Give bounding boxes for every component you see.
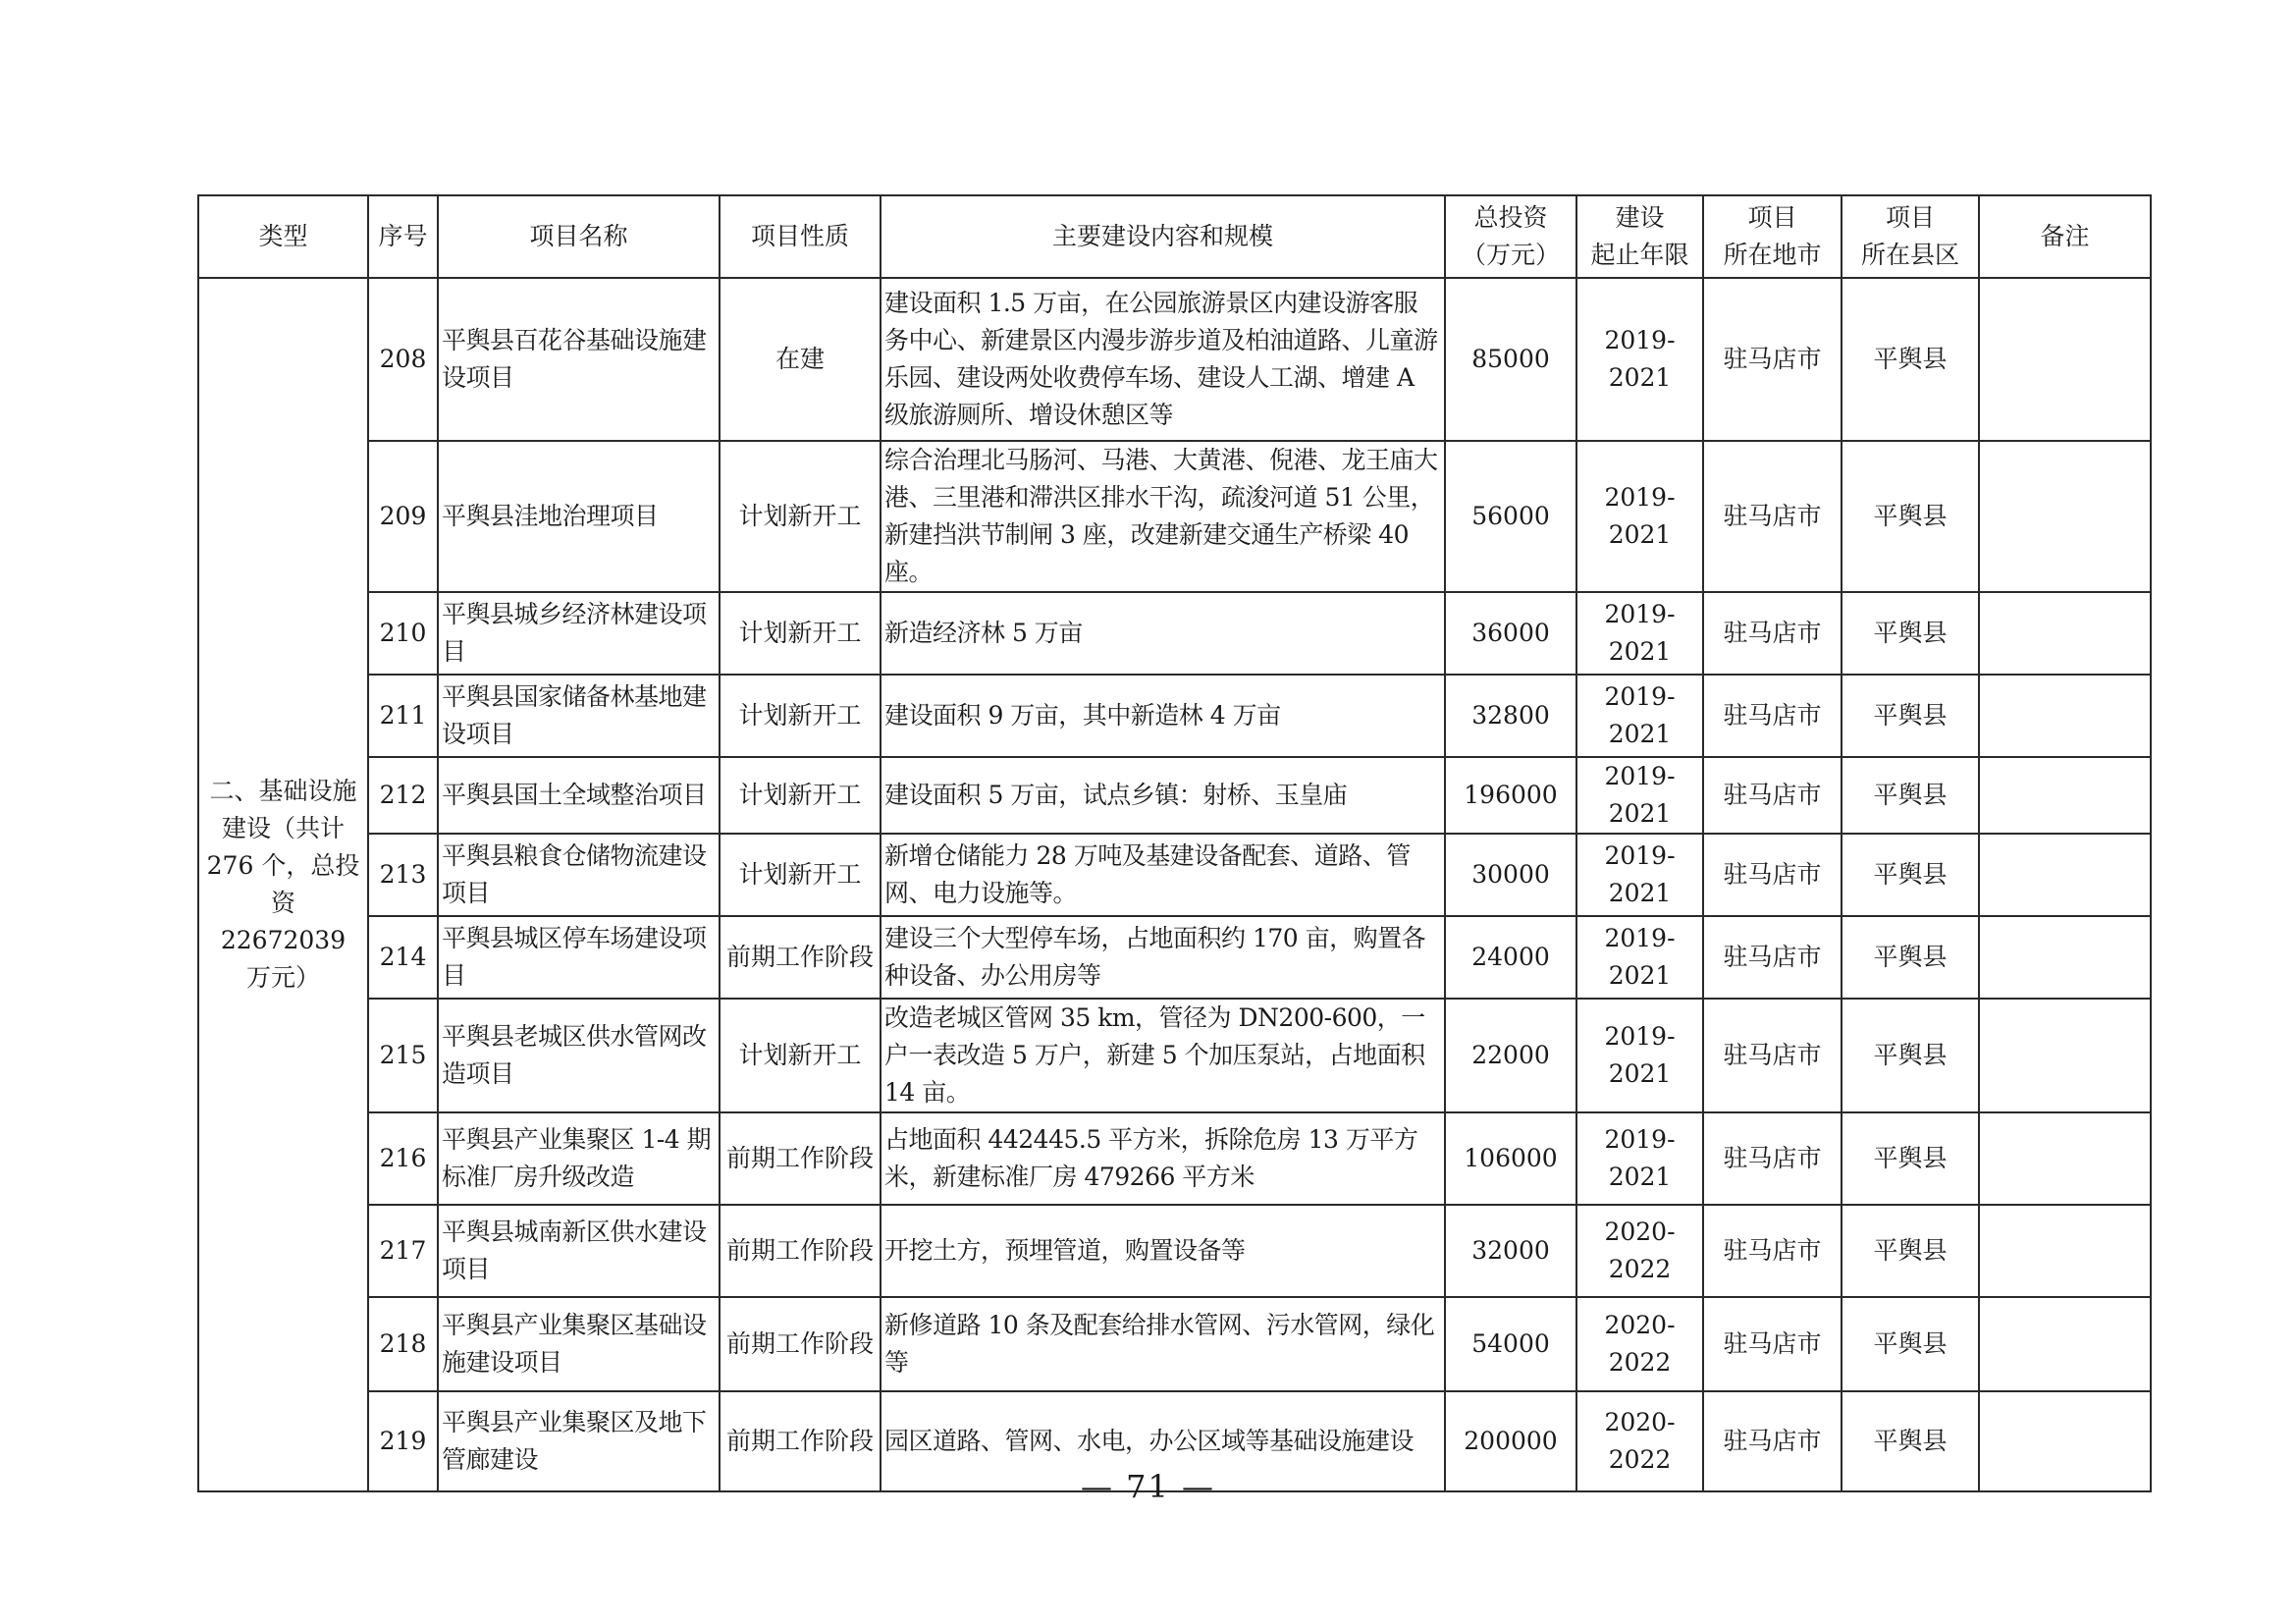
construction-period: 2019-2021 bbox=[1576, 592, 1703, 675]
header-row bbox=[198, 195, 2151, 278]
project-county: 平舆县 bbox=[1842, 278, 1979, 441]
total-investment: 54000 bbox=[1445, 1297, 1576, 1391]
table-row bbox=[198, 916, 2151, 999]
project-nature: 在建 bbox=[720, 278, 881, 441]
row-number: 215 bbox=[368, 999, 438, 1112]
total-investment: 106000 bbox=[1445, 1112, 1576, 1205]
project-nature: 前期工作阶段 bbox=[720, 1297, 881, 1391]
construction-period: 2019-2021 bbox=[1576, 999, 1703, 1112]
project-city: 驻马店市 bbox=[1703, 916, 1842, 999]
header-type: 类型 bbox=[198, 195, 368, 278]
remark bbox=[1979, 675, 2151, 757]
header-period bbox=[1576, 195, 1703, 278]
header-city bbox=[1703, 195, 1842, 278]
total-investment: 200000 bbox=[1445, 1391, 1576, 1491]
project-content: 占地面积 442445.5 平方米，拆除危房 13 万平方米，新建标准厂房 479266 平方米 bbox=[881, 1112, 1445, 1205]
total-investment: 24000 bbox=[1445, 916, 1576, 999]
row-number: 209 bbox=[368, 441, 438, 592]
page-number: — 71 — bbox=[1080, 1468, 1216, 1505]
project-city: 驻马店市 bbox=[1703, 675, 1842, 757]
table-row bbox=[198, 1205, 2151, 1297]
construction-period: 2020-2022 bbox=[1576, 1297, 1703, 1391]
table-row bbox=[198, 1112, 2151, 1205]
project-nature: 计划新开工 bbox=[720, 834, 881, 916]
category-cell bbox=[198, 278, 368, 1491]
category-line: 二、基础设施 bbox=[209, 777, 357, 805]
construction-period: 2020-2022 bbox=[1576, 1391, 1703, 1491]
project-city: 驻马店市 bbox=[1703, 1112, 1842, 1205]
header-county bbox=[1842, 195, 1979, 278]
total-investment: 22000 bbox=[1445, 999, 1576, 1112]
project-county: 平舆县 bbox=[1842, 675, 1979, 757]
project-county: 平舆县 bbox=[1842, 1391, 1979, 1491]
row-number: 210 bbox=[368, 592, 438, 675]
remark bbox=[1979, 916, 2151, 999]
construction-period: 2019-2021 bbox=[1576, 675, 1703, 757]
remark bbox=[1979, 1112, 2151, 1205]
project-city: 驻马店市 bbox=[1703, 999, 1842, 1112]
project-name: 平舆县产业集聚区 1-4 期标准厂房升级改造 bbox=[438, 1112, 720, 1205]
total-investment: 56000 bbox=[1445, 441, 1576, 592]
header-investment-line2: （万元） bbox=[1461, 241, 1560, 269]
project-table-container bbox=[197, 194, 2150, 1492]
project-county: 平舆县 bbox=[1842, 441, 1979, 592]
project-city: 驻马店市 bbox=[1703, 1205, 1842, 1297]
table-header bbox=[198, 195, 2151, 278]
row-number: 217 bbox=[368, 1205, 438, 1297]
construction-period: 2019-2021 bbox=[1576, 916, 1703, 999]
project-nature: 前期工作阶段 bbox=[720, 1112, 881, 1205]
project-nature: 计划新开工 bbox=[720, 441, 881, 592]
project-name: 平舆县洼地治理项目 bbox=[438, 441, 720, 592]
remark bbox=[1979, 1297, 2151, 1391]
project-county: 平舆县 bbox=[1842, 916, 1979, 999]
project-content: 新修道路 10 条及配套给排水管网、污水管网，绿化等 bbox=[881, 1297, 1445, 1391]
header-county-line2: 所在县区 bbox=[1860, 241, 1959, 269]
project-name: 平舆县老城区供水管网改造项目 bbox=[438, 999, 720, 1112]
total-investment: 196000 bbox=[1445, 757, 1576, 834]
project-name: 平舆县城南新区供水建设项目 bbox=[438, 1205, 720, 1297]
header-investment bbox=[1445, 195, 1576, 278]
remark bbox=[1979, 441, 2151, 592]
project-content: 建设面积 9 万亩，其中新造林 4 万亩 bbox=[881, 675, 1445, 757]
project-county: 平舆县 bbox=[1842, 834, 1979, 916]
header-period-line1: 建设 bbox=[1615, 203, 1665, 232]
project-name: 平舆县城区停车场建设项目 bbox=[438, 916, 720, 999]
remark bbox=[1979, 1205, 2151, 1297]
header-county-line1: 项目 bbox=[1885, 203, 1935, 232]
category-line: 276 个，总投资 bbox=[206, 851, 360, 917]
row-number: 212 bbox=[368, 757, 438, 834]
header-nature: 项目性质 bbox=[720, 195, 881, 278]
project-content: 建设面积 5 万亩，试点乡镇：射桥、玉皇庙 bbox=[881, 757, 1445, 834]
table-body bbox=[198, 278, 2151, 1491]
header-no: 序号 bbox=[368, 195, 438, 278]
project-name: 平舆县百花谷基础设施建设项目 bbox=[438, 278, 720, 441]
total-investment: 36000 bbox=[1445, 592, 1576, 675]
project-content: 新造经济林 5 万亩 bbox=[881, 592, 1445, 675]
project-content: 建设面积 1.5 万亩，在公园旅游景区内建设游客服务中心、新建景区内漫步游步道及柏油道路、儿童游乐园、建设两处收费停车场、建设人工湖、增建 A 级旅游厕所、增设休憩区等 bbox=[881, 278, 1445, 441]
project-county: 平舆县 bbox=[1842, 592, 1979, 675]
construction-period: 2019-2021 bbox=[1576, 278, 1703, 441]
project-name: 平舆县产业集聚区基础设施建设项目 bbox=[438, 1297, 720, 1391]
construction-period: 2019-2021 bbox=[1576, 441, 1703, 592]
table-row bbox=[198, 675, 2151, 757]
table-row bbox=[198, 278, 2151, 441]
remark bbox=[1979, 834, 2151, 916]
header-investment-line1: 总投资 bbox=[1473, 203, 1548, 232]
row-number: 216 bbox=[368, 1112, 438, 1205]
row-number: 213 bbox=[368, 834, 438, 916]
project-name: 平舆县国家储备林基地建设项目 bbox=[438, 675, 720, 757]
project-city: 驻马店市 bbox=[1703, 1391, 1842, 1491]
project-county: 平舆县 bbox=[1842, 757, 1979, 834]
project-nature: 前期工作阶段 bbox=[720, 1205, 881, 1297]
table-row bbox=[198, 757, 2151, 834]
project-nature: 计划新开工 bbox=[720, 757, 881, 834]
project-city: 驻马店市 bbox=[1703, 441, 1842, 592]
table-row bbox=[198, 441, 2151, 592]
header-remark: 备注 bbox=[1979, 195, 2151, 278]
project-city: 驻马店市 bbox=[1703, 757, 1842, 834]
project-nature: 计划新开工 bbox=[720, 999, 881, 1112]
header-content: 主要建设内容和规模 bbox=[881, 195, 1445, 278]
project-name: 平舆县粮食仓储物流建设项目 bbox=[438, 834, 720, 916]
remark bbox=[1979, 999, 2151, 1112]
project-nature: 前期工作阶段 bbox=[720, 1391, 881, 1491]
construction-period: 2019-2021 bbox=[1576, 834, 1703, 916]
category-line: 22672039 bbox=[220, 926, 347, 954]
total-investment: 32000 bbox=[1445, 1205, 1576, 1297]
header-name: 项目名称 bbox=[438, 195, 720, 278]
construction-period: 2019-2021 bbox=[1576, 1112, 1703, 1205]
row-number: 219 bbox=[368, 1391, 438, 1491]
table-row bbox=[198, 999, 2151, 1112]
project-content: 开挖土方，预埋管道，购置设备等 bbox=[881, 1205, 1445, 1297]
project-name: 平舆县城乡经济林建设项目 bbox=[438, 592, 720, 675]
category-line: 建设（共计 bbox=[221, 814, 345, 842]
row-number: 218 bbox=[368, 1297, 438, 1391]
remark bbox=[1979, 278, 2151, 441]
table-row bbox=[198, 592, 2151, 675]
project-nature: 前期工作阶段 bbox=[720, 916, 881, 999]
project-table bbox=[197, 194, 2152, 1492]
project-content: 改造老城区管网 35 km，管径为 DN200-600，一户一表改造 5 万户，新建 5 个加压泵站，占地面积 14 亩。 bbox=[881, 999, 1445, 1112]
project-content: 园区道路、管网、水电，办公区域等基础设施建设 bbox=[881, 1391, 1445, 1491]
table-row bbox=[198, 834, 2151, 916]
project-county: 平舆县 bbox=[1842, 1112, 1979, 1205]
total-investment: 85000 bbox=[1445, 278, 1576, 441]
header-city-line2: 所在地市 bbox=[1723, 241, 1822, 269]
project-city: 驻马店市 bbox=[1703, 592, 1842, 675]
project-city: 驻马店市 bbox=[1703, 834, 1842, 916]
project-city: 驻马店市 bbox=[1703, 278, 1842, 441]
total-investment: 32800 bbox=[1445, 675, 1576, 757]
project-name: 平舆县国土全域整治项目 bbox=[438, 757, 720, 834]
total-investment: 30000 bbox=[1445, 834, 1576, 916]
remark bbox=[1979, 592, 2151, 675]
project-county: 平舆县 bbox=[1842, 1297, 1979, 1391]
project-content: 建设三个大型停车场，占地面积约 170 亩，购置各种设备、办公用房等 bbox=[881, 916, 1445, 999]
project-nature: 计划新开工 bbox=[720, 592, 881, 675]
row-number: 214 bbox=[368, 916, 438, 999]
project-name: 平舆县产业集聚区及地下管廊建设 bbox=[438, 1391, 720, 1491]
construction-period: 2020-2022 bbox=[1576, 1205, 1703, 1297]
header-city-line1: 项目 bbox=[1747, 203, 1797, 232]
row-number: 211 bbox=[368, 675, 438, 757]
project-content: 新增仓储能力 28 万吨及基建设备配套、道路、管网、电力设施等。 bbox=[881, 834, 1445, 916]
project-city: 驻马店市 bbox=[1703, 1297, 1842, 1391]
project-nature: 计划新开工 bbox=[720, 675, 881, 757]
remark bbox=[1979, 757, 2151, 834]
category-line: 万元） bbox=[245, 963, 320, 992]
row-number: 208 bbox=[368, 278, 438, 441]
project-county: 平舆县 bbox=[1842, 999, 1979, 1112]
header-period-line2: 起止年限 bbox=[1590, 241, 1689, 269]
table-row bbox=[198, 1297, 2151, 1391]
project-county: 平舆县 bbox=[1842, 1205, 1979, 1297]
construction-period: 2019-2021 bbox=[1576, 757, 1703, 834]
project-content: 综合治理北马肠河、马港、大黄港、倪港、龙王庙大港、三里港和滞洪区排水干沟，疏浚河道 51 公里，新建挡洪节制闸 3 座，改建新建交通生产桥梁 40 座。 bbox=[881, 441, 1445, 592]
